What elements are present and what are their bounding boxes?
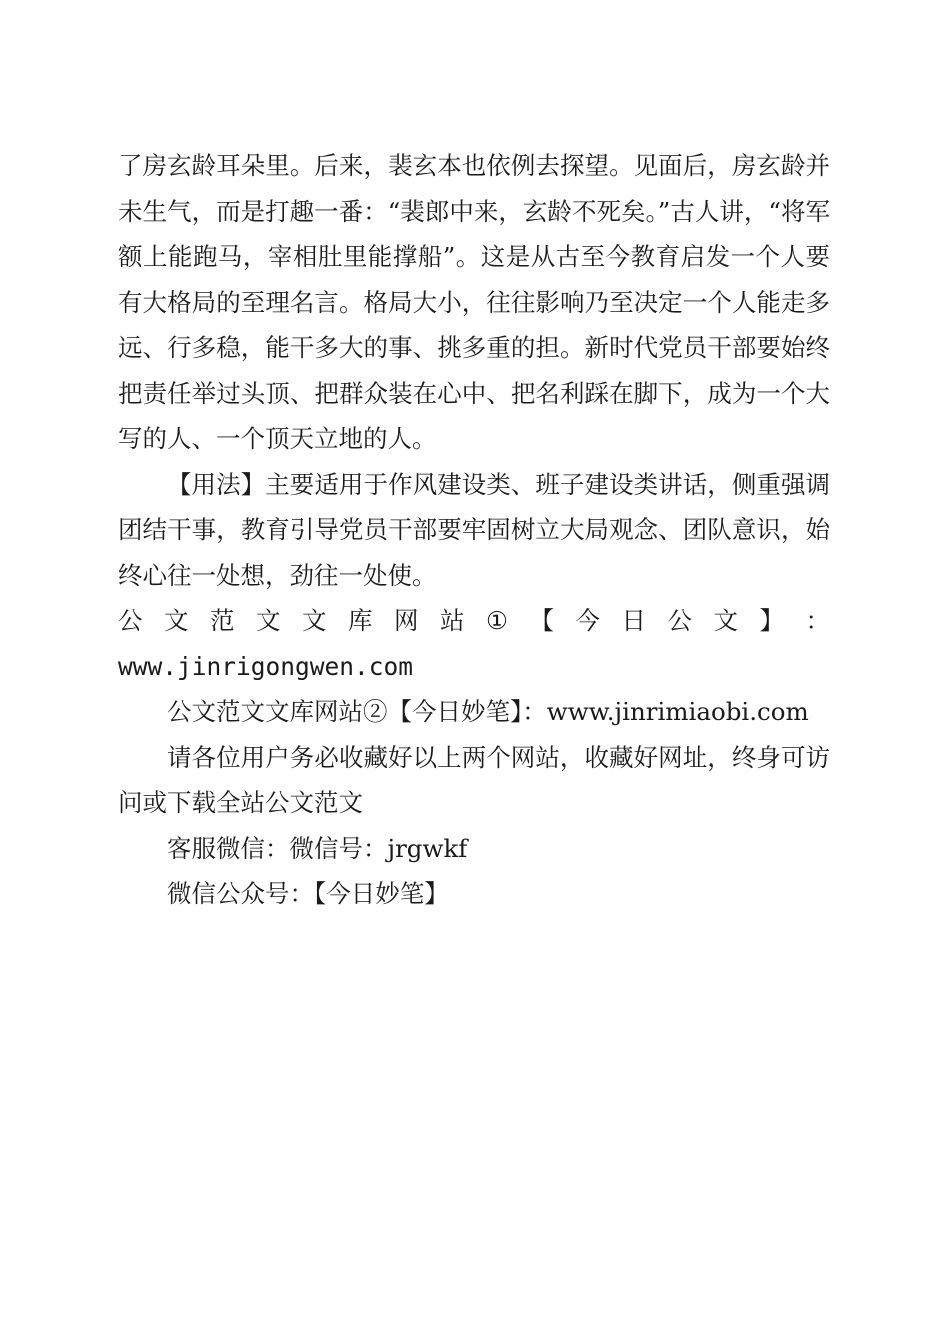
site1-label-char: 文 — [256, 606, 281, 635]
notice-paragraph: 请各位用户务必收藏好以上两个网站，收藏好网址，终身可访问或下载全站公文范文 — [118, 742, 830, 817]
site1-label-char: 库 — [348, 606, 373, 635]
site2-line: 公文范文文库网站②【今日妙笔】：www.jinrimiaobi.com — [167, 697, 809, 726]
site1-label-char: 文 — [713, 606, 738, 635]
site1-label-char: 】 — [759, 606, 784, 635]
site1-label-char: ： — [805, 606, 830, 635]
site1-url: www.jinrigongwen.com — [118, 651, 414, 681]
site1-label-char: 公 — [667, 606, 692, 635]
site1-label-char: 网 — [394, 606, 419, 635]
site1-label-char: 文 — [164, 606, 189, 635]
site1-label-char: 公 — [118, 606, 143, 635]
body-paragraph: 了房玄龄耳朵里。后来，裴玄本也依例去探望。见面后，房玄龄并未生气，而是打趣一番：“裴郎中来，玄龄不死矣。”古人讲，“将军额上能跑马，宰相肚里能撑船”。这是从古至今教育启发一个人要有大格局的至理名言。格局大小，往往影响乃至决定一个人能走多远、行多稳，能干多大的事、挑多重的担。新时代党员干部要始终把责任举过头顶、把群众装在心中、把名利踩在脚下，成为一个大写的人、一个顶天立地的人。 — [118, 151, 830, 453]
site1-label-char: 日 — [621, 606, 646, 635]
site1-label-char: 范 — [210, 606, 235, 635]
usage-paragraph: 【用法】主要适用于作风建设类、班子建设类讲话，侧重强调团结干事，教育引导党员干部要牢固树立大局观念、团队意识，始终心往一处想，劲往一处使。 — [118, 469, 830, 590]
site1-label-char: 文 — [302, 606, 327, 635]
site1-label-char: 今 — [575, 606, 600, 635]
site1-label — [118, 598, 830, 644]
site1-label-char: 站 — [440, 606, 465, 635]
wechat-service: 客服微信：微信号：jrgwkf — [167, 833, 468, 863]
site1-label-char: ① — [486, 606, 508, 635]
document-body — [118, 143, 830, 917]
wechat-official: 微信公众号：【今日妙笔】 — [167, 879, 449, 908]
site1-label-char: 【 — [529, 606, 554, 635]
